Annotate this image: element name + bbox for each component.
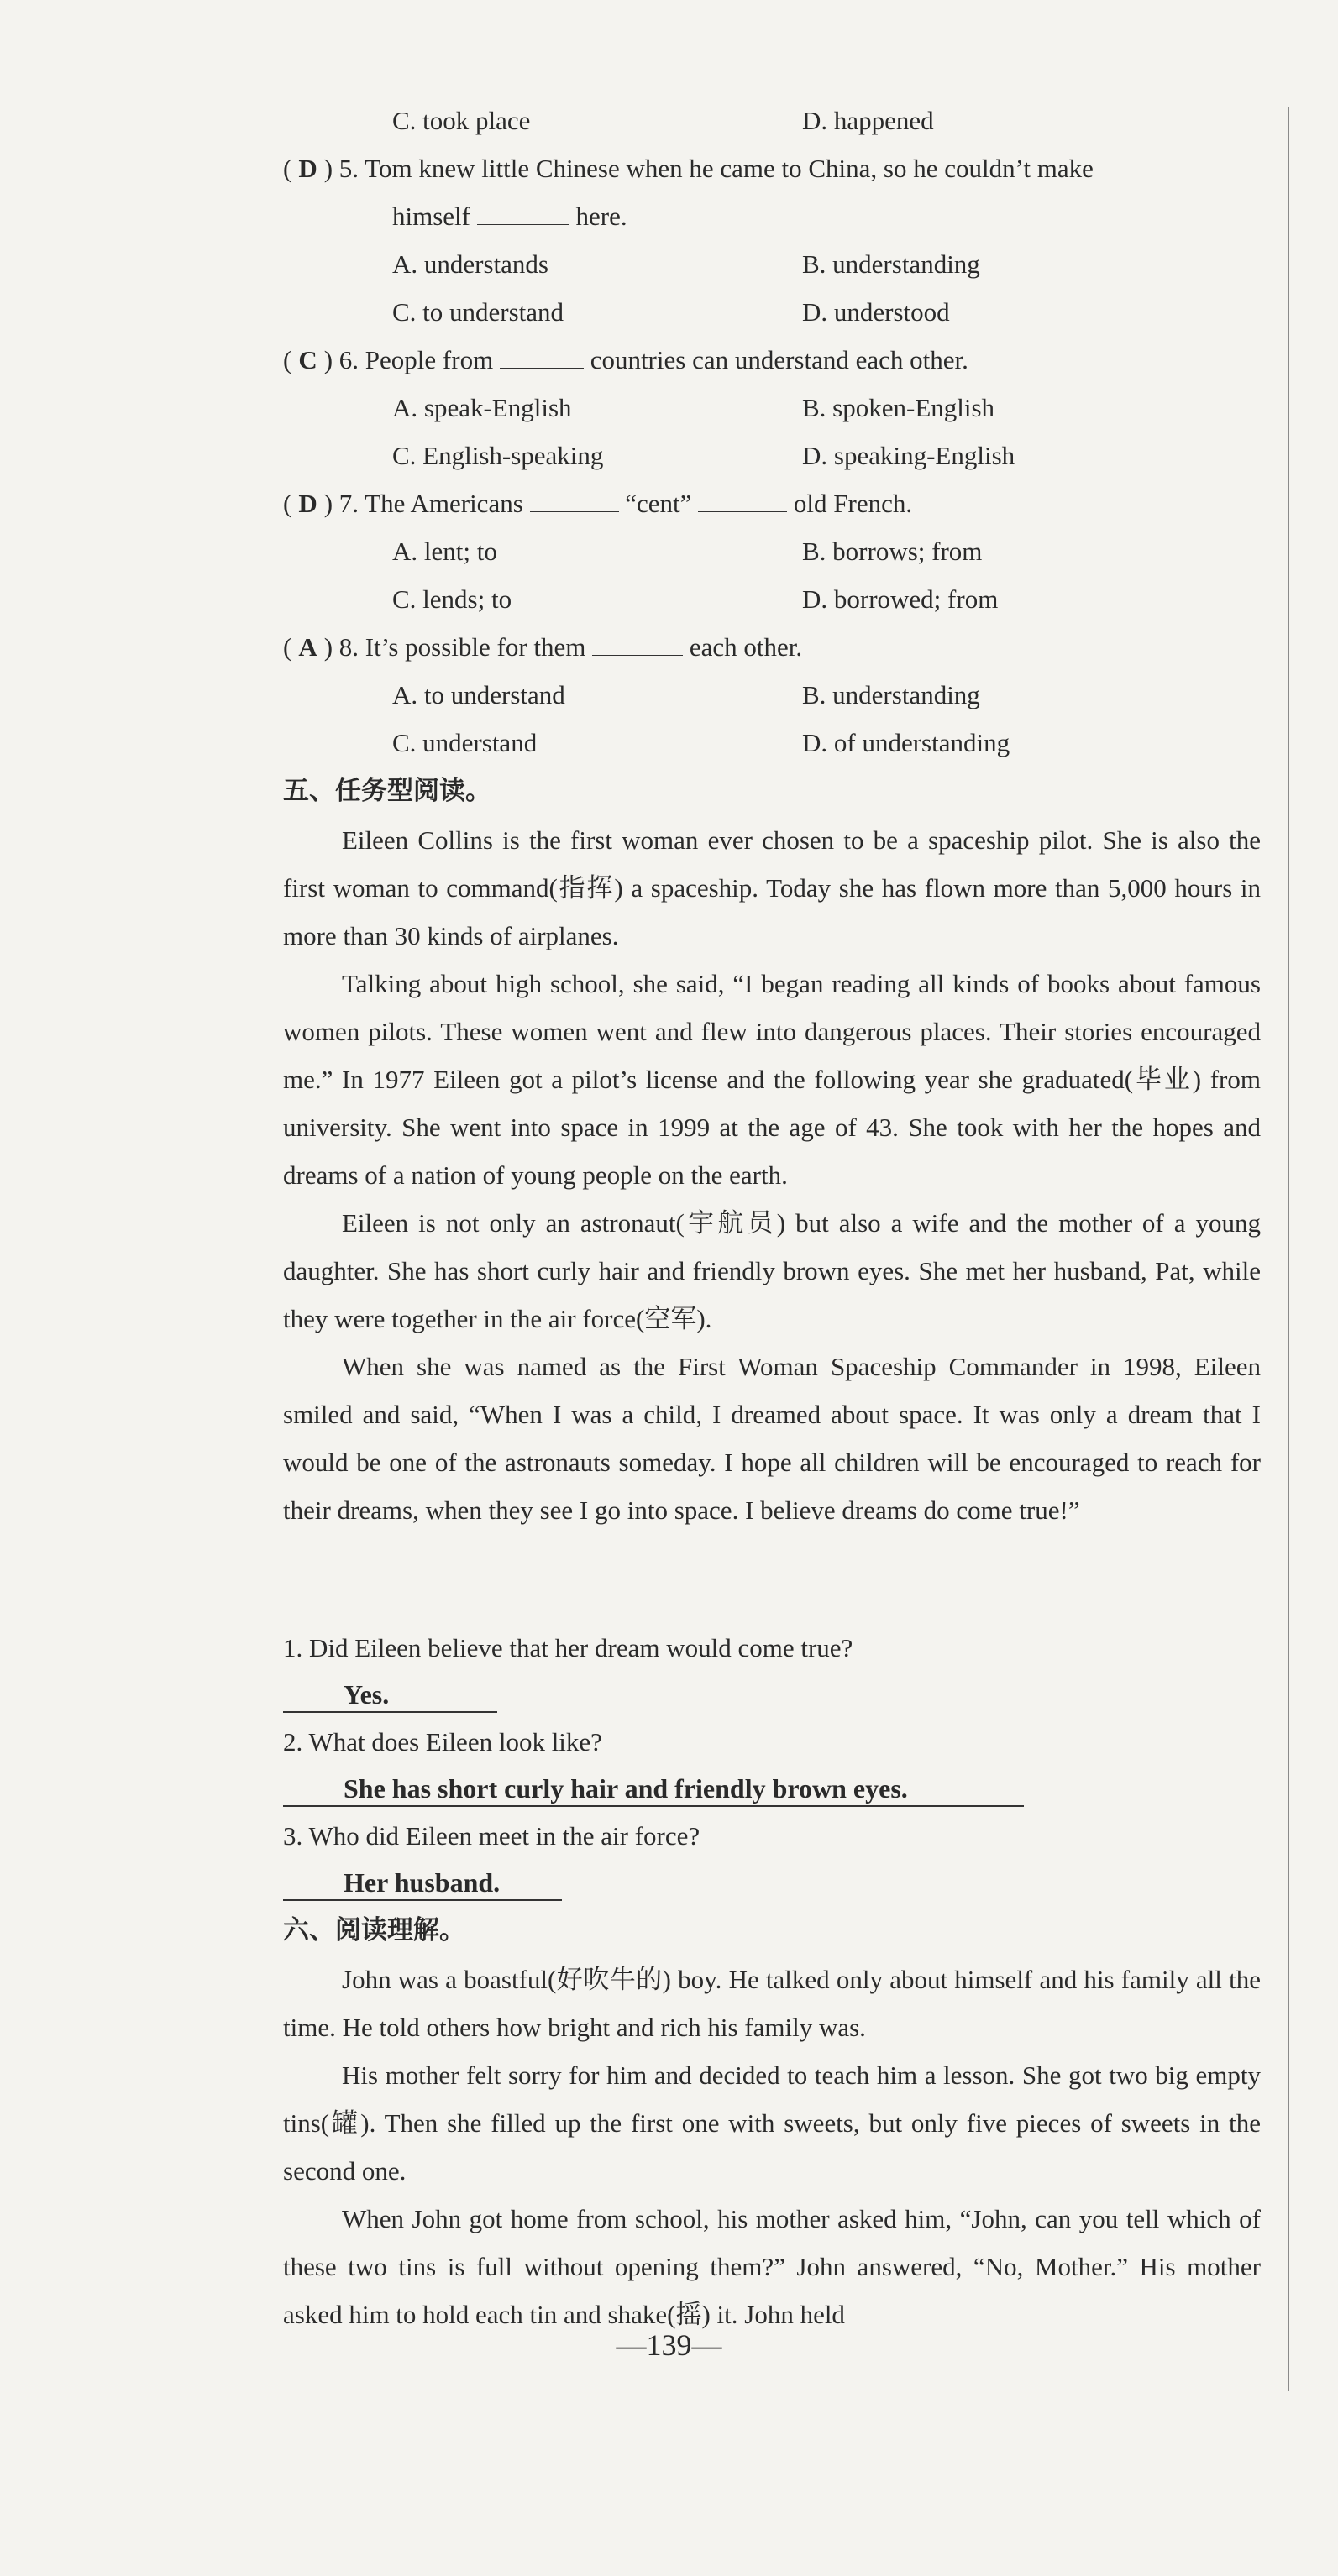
margin-rule [1288, 107, 1289, 2391]
task-question-2: 2. What does Eileen look like? [283, 1727, 602, 1757]
section-6-passage [283, 1956, 1261, 2338]
question-7: ( D ) 7. The Americans “cent” old French. [283, 489, 913, 518]
question-7-answer: D [298, 489, 317, 518]
option-a: A. speak-English [392, 393, 572, 422]
page-number: —139— [616, 2328, 722, 2362]
question-8-answer: A [298, 632, 317, 662]
option-b: B. spoken-English [802, 393, 995, 422]
task-answer-2: She has short curly hair and friendly brown eyes. [283, 1772, 1024, 1807]
option-a: A. to understand [392, 680, 565, 709]
answer-blank [530, 490, 619, 512]
option-d: D. speaking-English [802, 441, 1015, 470]
question-5-answer: D [298, 154, 317, 183]
question-5-stem-cont: himself here. [392, 202, 627, 231]
option-c: C. English-speaking [392, 441, 604, 470]
passage-paragraph: Talking about high school, she said, “I began reading all kinds of books about famous women pilots. These women went and flew into dangerous places. Their stories encouraged me.” In 1977 Eileen got a pilot’s license and the following year she graduated(毕业) from university. She went into space in 1999 at the age of 43. She took with her the hopes and dreams of a nation of young people on the earth. [283, 969, 1261, 1190]
option-c: C. took place [392, 106, 531, 135]
passage-paragraph: John was a boastful(好吹牛的) boy. He talked only about himself and his family all the time. He told others how bright and rich his family was. [283, 1965, 1261, 2042]
question-6-answer: C [298, 345, 317, 374]
task-question-1: 1. Did Eileen believe that her dream would come true? [283, 1633, 853, 1662]
section-6-heading: 六、阅读理解。 [283, 1915, 465, 1945]
answer-blank [477, 202, 569, 225]
task-answer-1: Yes. [283, 1678, 497, 1713]
option-d: D. happened [802, 106, 934, 135]
question-8: ( A ) 8. It’s possible for them each other. [283, 632, 803, 662]
answer-blank [698, 490, 787, 512]
option-b: B. understanding [802, 680, 980, 709]
option-b: B. borrows; from [802, 537, 983, 566]
option-c: C. to understand [392, 297, 564, 327]
passage-paragraph: When John got home from school, his mother asked him, “John, can you tell which of these two tins is full without opening them?” John answered, “No, Mother.” His mother asked him to hold each tin and shake(摇) it. John held [283, 2204, 1261, 2329]
option-c: C. lends; to [392, 584, 512, 614]
option-d: D. understood [802, 297, 950, 327]
task-answer-3: Her husband. [283, 1866, 562, 1901]
answer-blank [500, 346, 584, 369]
option-d: D. of understanding [802, 728, 1010, 757]
option-a: A. lent; to [392, 537, 497, 566]
question-6: ( C ) 6. People from countries can understand each other. [283, 345, 968, 374]
task-question-3: 3. Who did Eileen meet in the air force? [283, 1821, 700, 1851]
watermark [269, 2040, 521, 2133]
watermark [286, 1797, 521, 1872]
option-c: C. understand [392, 728, 538, 757]
option-d: D. borrowed; from [802, 584, 999, 614]
section-5-heading: 五、任务型阅读。 [283, 776, 491, 806]
answer-blank [592, 633, 683, 656]
option-a: A. understands [392, 249, 548, 279]
option-b: B. understanding [802, 249, 980, 279]
question-5: ( D ) 5. Tom knew little Chinese when he came to China, so he couldn’t make [283, 154, 1094, 183]
passage-paragraph: When she was named as the First Woman Spaceship Commander in 1998, Eileen smiled and said, “When I was a child, I dreamed about space. It was only a dream that I would be one of the astronauts someday. I hope all children will be encouraged to reach for their dreams, when they see I go into space. I believe dreams do come true!” [283, 1352, 1261, 1525]
passage-paragraph: Eileen Collins is the first woman ever chosen to be a spaceship pilot. She is also the first woman to command(指挥) a spaceship. Today she has flown more than 5,000 hours in more than 30 kinds of airplanes. [283, 825, 1261, 950]
section-5-passage [283, 816, 1261, 1534]
passage-paragraph: His mother felt sorry for him and decided to teach him a lesson. She got two big empty tins(罐). Then she filled up the first one with sweets, but only five pieces of sweets in the second one. [283, 2060, 1261, 2186]
passage-paragraph: Eileen is not only an astronaut(宇航员) but also a wife and the mother of a young daughter. She has short curly hair and friendly brown eyes. She met her husband, Pat, while they were together in the air force(空军). [283, 1208, 1261, 1333]
